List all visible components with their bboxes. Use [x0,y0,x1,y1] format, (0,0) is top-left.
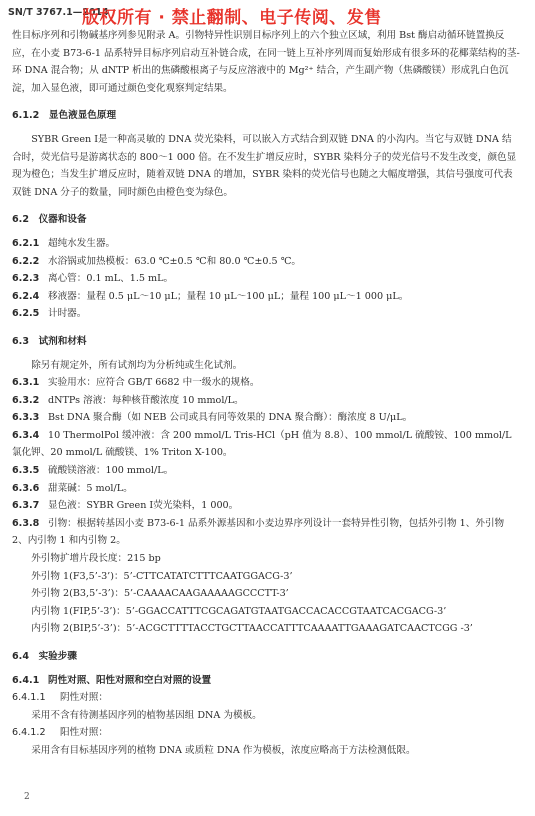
item-text: dNTPs 溶液：每种核苷酸浓度 10 mmol/L。 [48,394,244,406]
section-number: 6.1.2 [12,110,40,122]
item-number: 6.2.2 [12,255,40,267]
section-title: 阳性对照： [60,727,108,739]
section-title: 试剂和材料 [38,335,87,347]
item-number: 6.2.3 [12,273,40,285]
list-item [12,480,520,498]
item-number: 6.3.2 [12,394,40,406]
list-item [12,515,520,550]
primer-line: 内引物 2(BIP,5’-3’)：5’-ACGCTTTTACCTGCTTAACCATTTCAAAATTGAAAGATCAACTCGG -3’ [31,623,473,635]
section-title: 阴性对照、阳性对照和空白对照的设置 [48,674,212,686]
list-item [12,270,520,288]
item-text: 超纯水发生器。 [48,237,116,249]
section-number: 6.2 [12,214,29,226]
item-number: 6.3.3 [12,412,40,424]
item-text: 显色液：SYBR Green Ⅰ荧光染料，1 000。 [48,500,239,512]
item-number: 6.2.4 [12,290,40,302]
item-number: 6.2.5 [12,308,40,320]
list-item [12,253,520,271]
list-item [12,235,520,253]
primer-line: 内引物 1(FIP,5’-3’)：5’-GGACCATTTCGCAGATGTAATGACCACACCGTAATCACGACG-3’ [31,605,447,617]
section-6-3-heading [12,333,520,351]
item-number: 6.3.1 [12,377,40,389]
section-6-4-heading [12,648,520,666]
item-text: 引物：根据转基因小麦 B73-6-1 品系外源基因和小麦边界序列设计一套特异性引物，包括外引物 1、外引物 2、内引物 1 和内引物 2。 [12,517,505,547]
subsection-heading [12,724,520,742]
intro-paragraph: 性目标序列和引物碱基序列参见附录 A。引物特异性识别目标序列上的六个独立区域，利用 Bst 酶启动循环链置换反应，在小麦 B73-6-1 品系特异目标序列启动互补链合成，在同一链上互补序列周而复始形成有很多环的花椰菜结构的茎-环 DNA 混合物；从 dNTP 析出的焦磷酸根离子与反应溶液中的 Mg²⁺ 结合，产生副产物（焦磷酸镁）形成乳白色沉淀，加入显色液，即可通过颜色变化观察判定结果。 [12,30,520,94]
item-text: Bst DNA 聚合酶（如 NEB 公司或具有同等效果的 DNA 聚合酶）：酶浓度 8 U/μL。 [48,412,413,424]
item-text: 离心管：0.1 mL、1.5 mL。 [48,273,174,285]
item-number: 6.3.8 [12,517,40,529]
item-text: 移液器：量程 0.5 μL～10 μL；量程 10 μL～100 μL；量程 100 μL～1 000 μL。 [48,290,409,302]
primer-line: 外引物 1(F3,5’-3’)：5’-CTTCATATCTTTCAATGGACG-3’ [31,570,293,582]
item-text: 硫酸镁溶液：100 mmol/L。 [48,465,174,477]
item-number: 6.3.4 [12,429,40,441]
page-number: 2 [24,792,30,802]
section-title: 仪器和设备 [38,214,87,226]
section-6-1-2-text: SYBR Green Ⅰ是一种高灵敏的 DNA 荧光染料，可以嵌入方式结合到双链 DNA 的小沟内。当它与双链 DNA 结合时，荧光信号是游离状态的 800～1 000 倍。在不发生扩增反应时，SYBR 染料分子的荧光信号不发生改变，颜色显现为橙色；当发生扩增反应时，随着双链 DNA 的增加，SYBR 染料的荧光信号也随之大幅度增强，其信号强度可代表双链 DNA 分子的数量，同时颜色由橙色变为绿色。 [12,133,517,198]
item-text: 10 ThermolPol 缓冲液：含 200 mmol/L Tris-HCl（pH 值为 8.8）、100 mmol/L 硫酸铵、100 mmol/L 氯化钾、20 mmol/L 硫酸镁、1% Triton X-100。 [12,429,512,459]
section-number: 6.4.1.2 [12,727,46,739]
standard-number: SN/T 3767.1—2014 [8,7,109,18]
list-item [12,305,520,323]
item-text: 水浴锅或加热模板：63.0 ℃±0.5 ℃和 80.0 ℃±0.5 ℃。 [48,255,302,267]
item-number: 6.3.5 [12,465,40,477]
list-item [12,392,520,410]
list-item [12,462,520,480]
item-text: 甜菜碱：5 mol/L。 [48,482,133,494]
subsection-text: 采用含有目标基因序列的植物 DNA 或质粒 DNA 作为模板，浓度应略高于方法检测低限。 [31,744,416,756]
item-number: 6.3.6 [12,482,40,494]
section-title: 显色液显色原理 [48,110,117,122]
item-number: 6.2.1 [12,237,40,249]
item-text: 实验用水：应符合 GB/T 6682 中一级水的规格。 [48,377,260,389]
primer-line: 外引物扩增片段长度：215 bp [31,553,161,565]
list-item [12,427,520,462]
section-number: 6.4.1.1 [12,692,46,704]
section-6-4-1-heading [12,672,520,690]
copyright-watermark: 版权所有 · 禁止翻制、电子传阅、发售 [82,8,382,28]
subsection-heading [12,689,520,707]
item-number: 6.3.7 [12,500,40,512]
section-number: 6.4.1 [12,674,40,686]
section-number: 6.3 [12,335,29,347]
section-6-3-intro: 除另有规定外，所有试剂均为分析纯或生化试剂。 [31,359,243,371]
list-item [12,288,520,306]
item-text: 计时器。 [48,308,87,320]
page-header [8,3,528,28]
list-item [12,374,520,392]
section-title: 阴性对照： [60,692,108,704]
subsection-text: 采用不含有待测基因序列的植物基因组 DNA 为模板。 [31,709,262,721]
section-6-1-2-heading [12,107,520,125]
section-6-2-heading [12,211,520,229]
section-title: 实验步骤 [38,651,77,662]
list-item [12,409,520,427]
section-number: 6.4 [12,651,29,662]
primer-line: 外引物 2(B3,5’-3’)：5’-CAAAACAAGAAAAAGCCCTT-3’ [31,588,289,600]
document-body [12,27,520,760]
list-item [12,497,520,515]
